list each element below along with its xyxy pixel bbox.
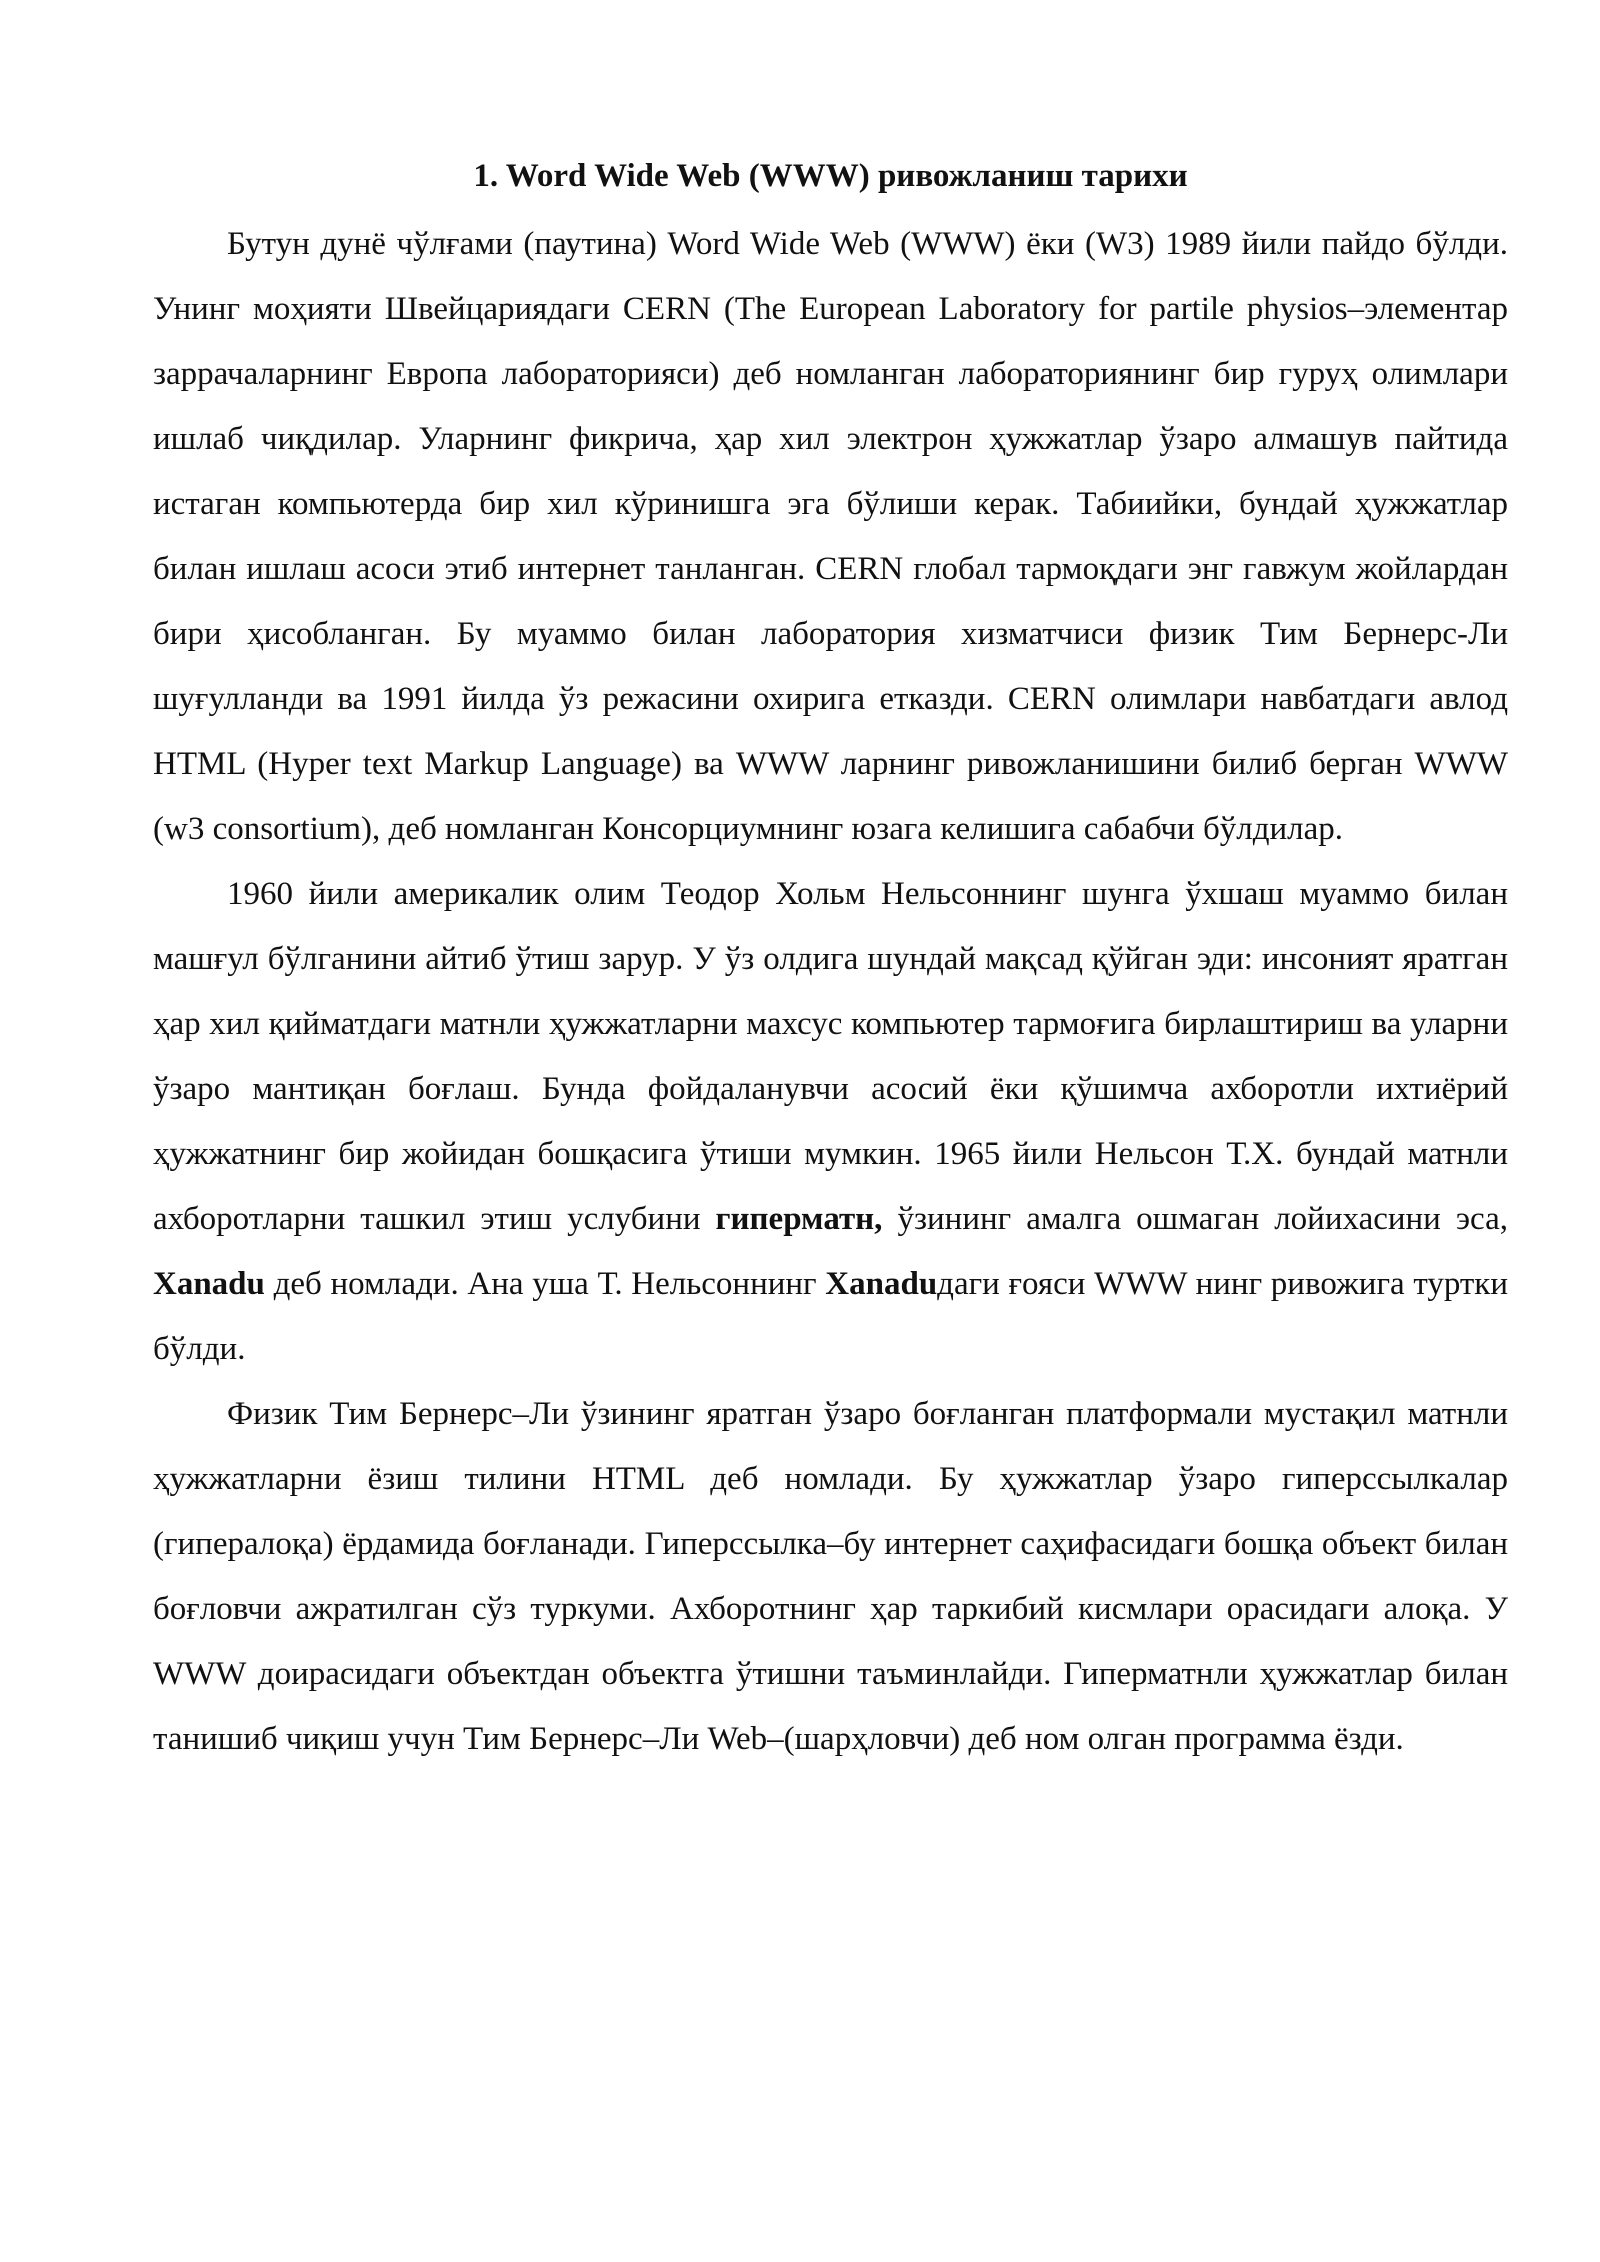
paragraph-text-segment: ўзининг амалга ошмаган лойихасини эса, bbox=[882, 1201, 1508, 1237]
document-page bbox=[153, 146, 1508, 1772]
paragraph-nelson-xanadu bbox=[153, 862, 1508, 1382]
paragraph-text-segment: 1960 йили америкалик олим Теодор Хольм Нельсоннинг шунга ўхшаш муаммо билан машғул бўлганини айтиб ўтиш зарур. У ўз олдига шундай мақсад қўйган эди: инсоният яратган ҳар хил қийматдаги матнли ҳужжатларни махсус компьютер тармоғига бирлаштириш ва уларни ўзаро мантиқан боғлаш. Бунда фойдаланувчи асосий ёки қўшимча ахборотли ихтиёрий ҳужжатнинг бир жойидан бошқасига ўтиши мумкин. 1965 йили Нельсон Т.Х. бундай матнли ахборотларни ташкил этиш услубини bbox=[153, 876, 1508, 1237]
paragraph-text-segment: даги ғояси WWW нинг ривожига туртки бўлди. bbox=[153, 1266, 1508, 1367]
paragraph-html-hyperlinks: Физик Тим Бернерс–Ли ўзининг яратган ўзаро боғланган платформали мустақил матнли ҳужжатларни ёзиш тилини HTML деб номлади. Бу ҳужжатлар ўзаро гиперссылкалар (гипералоқа) ёрдамида боғланади. Гиперссылка–бу интернет саҳифасидаги бошқа объект билан боғловчи ажратилган сўз туркуми. Ахборотнинг ҳар таркибий кисмлари орасидаги алоқа. У WWW доирасидаги объектдан объектга ўтишни таъминлайди. Гиперматнли ҳужжатлар билан танишиб чиқиш учун Тим Бернерс–Ли Web–(шарҳловчи) деб ном олган программа ёзди. bbox=[153, 1396, 1508, 1757]
section-heading: 1. Word Wide Web (WWW) ривожланиш тарихи bbox=[473, 158, 1188, 194]
paragraph-www-origin: Бутун дунё чўлғами (паутина) Word Wide Web (WWW) ёки (W3) 1989 йили пайдо бўлди. Унинг моҳияти Швейцариядаги CERN (The European Laboratory for partile physios–элементар заррачаларнинг Европа лабораторияси) деб номланган лабораториянинг бир гуруҳ олимлари ишлаб чиқдилар. Уларнинг фикрича, ҳар хил электрон ҳужжатлар ўзаро алмашув пайтида истаган компьютерда бир хил кўринишга эга бўлиши керак. Табиийки, бундай ҳужжатлар билан ишлаш асоси этиб интернет танланган. CERN глобал тармоқдаги энг гавжум жойлардан бири ҳисобланган. Бу муаммо билан лаборатория хизматчиси физик Тим Бернерс-Ли шуғулланди ва 1991 йилда ўз режасини охирига етказди. CERN олимлари навбатдаги авлод HTML (Hyper text Markup Language) ва WWW ларнинг ривожланишини билиб берган WWW (w3 consortium), деб номланган Консорциумнинг юзага келишига сабабчи бўлдилар. bbox=[153, 226, 1508, 847]
term-xanadu: Xanadu bbox=[153, 1266, 265, 1302]
paragraph-text-segment: деб номлади. Ана уша Т. Нельсоннинг bbox=[264, 1266, 826, 1302]
term-hypertext: гиперматн, bbox=[715, 1201, 883, 1237]
term-xanadu: Xanadu bbox=[825, 1266, 938, 1302]
